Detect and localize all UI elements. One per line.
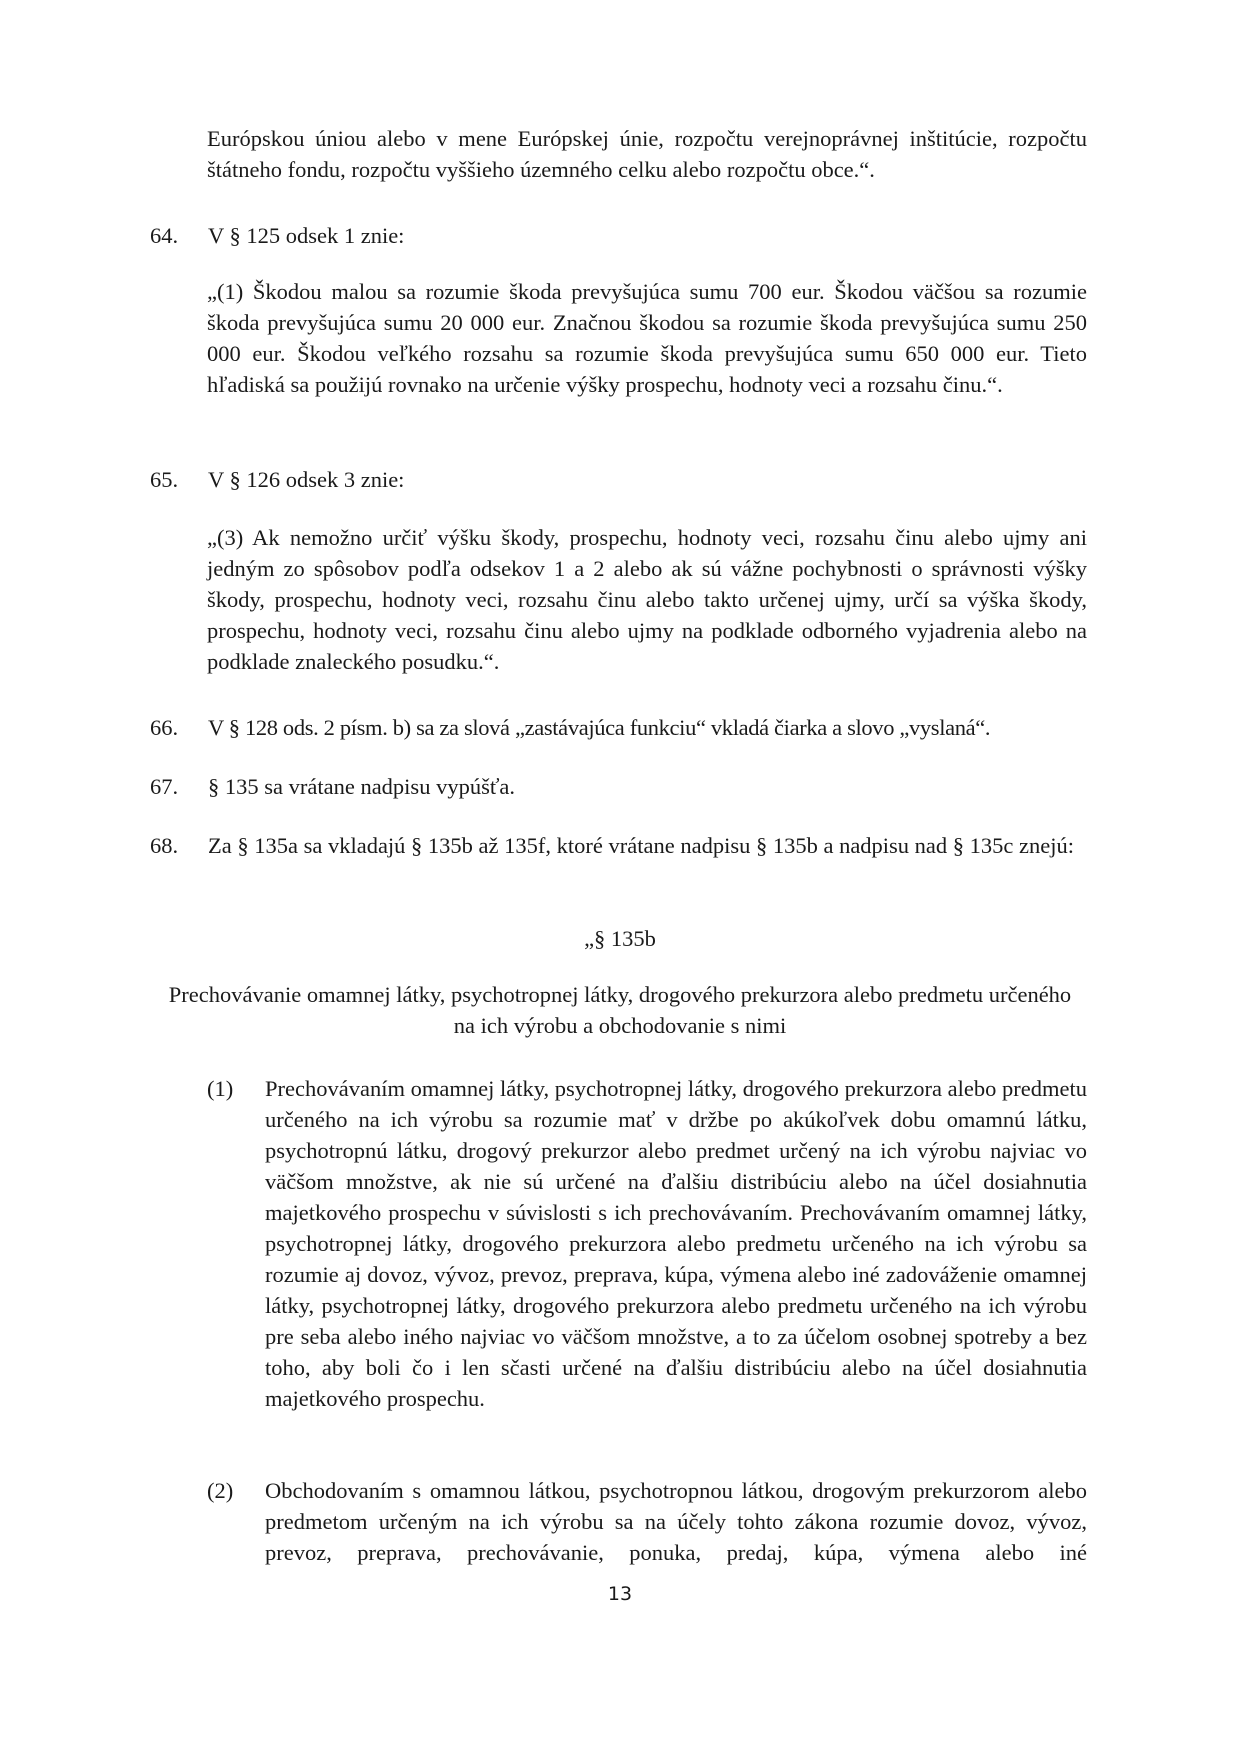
subsection-number: (1)	[207, 1076, 234, 1101]
subsection-text: Prechovávaním omamnej látky, psychotropnej látky, drogového prekurzora alebo predmetu určeného na ich výrobu sa rozumie mať v držbe po akúkoľvek dobu omamnú látku, psychotropnú látku, drogový prekurzor alebo predmet určený na ich výrobu najviac vo väčšom množstve, ak nie sú určené na ďalšiu distribúciu alebo na účel dosiahnutia majetkového prospechu v súvislosti s ich prechovávaním. Prechovávaním omamnej látky, psychotropnej látky, drogového prekurzora alebo predmetu určeného na ich výrobu sa rozumie aj dovoz, vývoz, prevoz, preprava, kúpa, výmena alebo iné zadováženie omamnej látky, psychotropnej látky, drogového prekurzora alebo predmetu určeného na ich výrobu pre seba alebo iného najviac vo väčšom množstve, a to za účelom osobnej spotreby a bez toho, aby boli čo i len sčasti určené na ďalšiu distribúciu alebo na účel dosiahnutia majetkového prospechu.	[265, 1076, 1087, 1411]
item-text: V § 128 ods. 2 písm. b) sa za slová „zastávajúca funkciu“ vkladá čiarka a slovo „vyslaná“.	[208, 715, 991, 740]
subsection-text: Obchodovaním s omamnou látkou, psychotropnou látkou, drogovým prekurzorom alebo predmetom určeným na ich výrobu sa na účely tohto zákona rozumie dovoz, vývoz, prevoz, preprava, prechovávanie, ponuka, predaj, kúpa, výmena alebo iné	[265, 1478, 1087, 1565]
item-number: 66.	[150, 715, 179, 740]
continuation-paragraph: Európskou úniou alebo v mene Európskej únie, rozpočtu verejnoprávnej inštitúcie, rozpočtu štátneho fondu, rozpočtu vyššieho územného celku alebo rozpočtu obce.“.	[207, 126, 1087, 182]
list-item-68	[150, 830, 1080, 861]
list-item-67	[150, 771, 1080, 802]
subsection-1	[207, 1073, 1087, 1414]
item-number: 68.	[150, 833, 179, 858]
list-item-65	[150, 464, 1080, 495]
page-number: 13	[607, 1583, 633, 1605]
list-item-66	[150, 712, 1080, 743]
section-heading: „§ 135b	[584, 926, 656, 951]
item-text: V § 125 odsek 1 znie:	[208, 223, 405, 248]
item-text: § 135 sa vrátane nadpisu vypúšťa.	[208, 774, 516, 799]
section-title: Prechovávanie omamnej látky, psychotropnej látky, drogového prekurzora alebo predmetu určeného na ich výrobu a obchodovanie s nimi	[168, 982, 1072, 1038]
item-text: Za § 135a sa vkladajú § 135b až 135f, ktoré vrátane nadpisu § 135b a nadpisu nad § 135c znejú:	[208, 833, 1075, 858]
quoted-paragraph: „(1) Škodou malou sa rozumie škoda prevyšujúca sumu 700 eur. Škodou väčšou sa rozumie škoda prevyšujúca sumu 20 000 eur. Značnou škodou sa rozumie škoda prevyšujúca sumu 250 000 eur. Škodou veľkého rozsahu sa rozumie škoda prevyšujúca sumu 650 000 eur. Tieto hľadiská sa použijú rovnako na určenie výšky prospechu, hodnoty veci a rozsahu činu.“.	[207, 279, 1087, 397]
item-number: 65.	[150, 467, 179, 492]
item-number: 64.	[150, 223, 179, 248]
item-number: 67.	[150, 774, 179, 799]
subsection-2	[207, 1475, 1087, 1568]
list-item-64	[150, 220, 1080, 251]
quoted-paragraph: „(3) Ak nemožno určiť výšku škody, prospechu, hodnoty veci, rozsahu činu alebo ujmy ani jedným zo spôsobov podľa odsekov 1 a 2 alebo ak sú vážne pochybnosti o správnosti výšky škody, prospechu, hodnoty veci, rozsahu činu alebo takto určenej ujmy, určí sa výška škody, prospechu, hodnoty veci, rozsahu činu alebo ujmy na podklade odborného vyjadrenia alebo na podklade znaleckého posudku.“.	[207, 525, 1087, 674]
item-text: V § 126 odsek 3 znie:	[208, 467, 405, 492]
subsection-number: (2)	[207, 1478, 234, 1503]
